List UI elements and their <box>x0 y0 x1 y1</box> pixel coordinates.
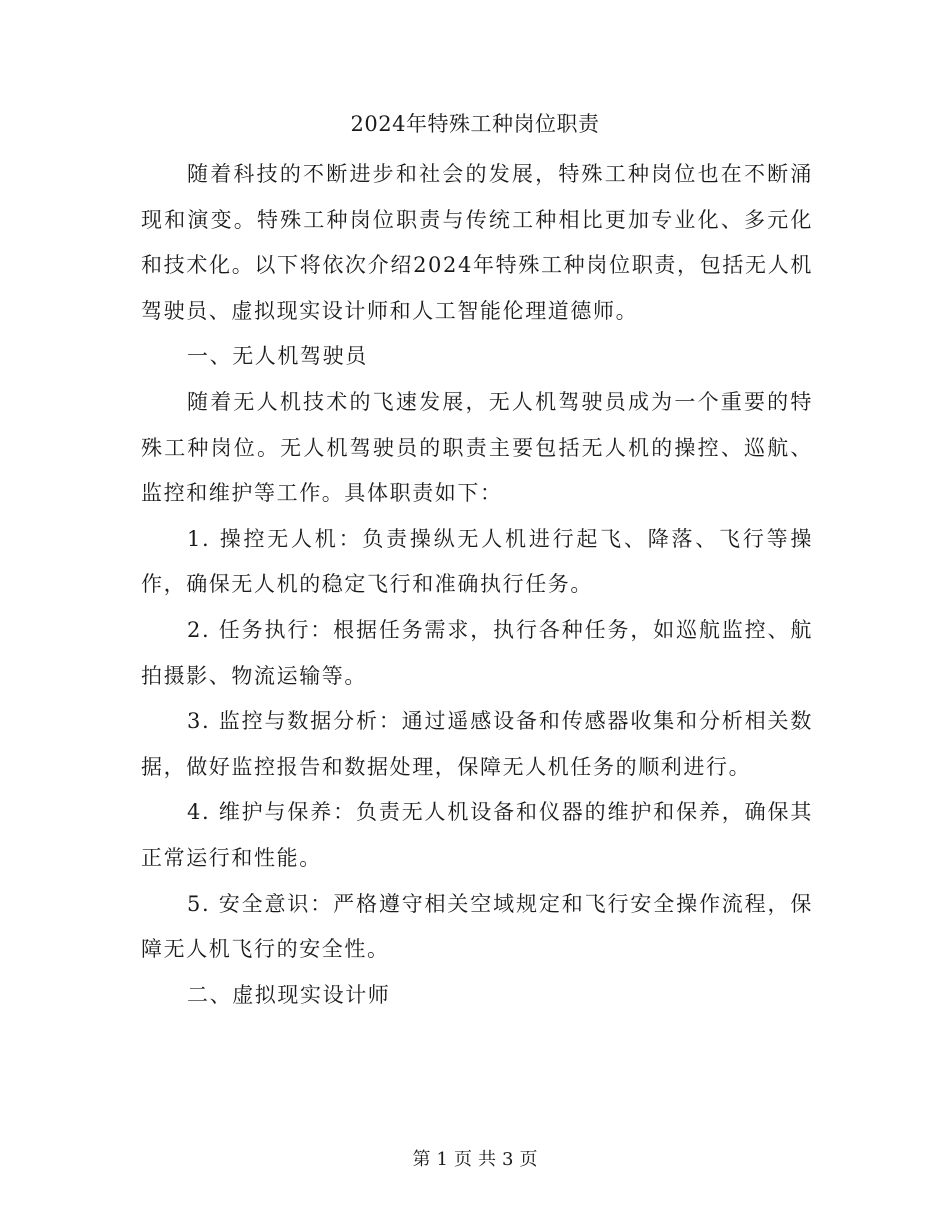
footer-label-page: 第 <box>412 1149 431 1170</box>
duty-item-1: 1. 操控无人机：负责操纵无人机进行起飞、降落、飞行等操作，确保无人机的稳定飞行和准确执行任务。 <box>141 526 813 597</box>
duty-item-4: 4. 维护与保养：负责无人机设备和仪器的维护和保养，确保其正常运行和性能。 <box>141 800 813 870</box>
page-number-footer <box>0 1146 950 1174</box>
footer-total-pages: 3 <box>502 1149 514 1170</box>
footer-current-page: 1 <box>436 1149 448 1170</box>
intro-paragraph: 随着科技的不断进步和社会的发展，特殊工种岗位也在不断涌现和演变。特殊工种岗位职责与传统工种相比更加专业化、多元化和技术化。以下将依次介绍2024年特殊工种岗位职责，包括无人机驾驶员、虚拟现实设计师和人工智能伦理道德师。 <box>141 162 813 323</box>
document-title: 2024年特殊工种岗位职责 <box>350 112 600 136</box>
duty-item-5: 5. 安全意识：严格遵守相关空域规定和飞行安全操作流程，保障无人机飞行的安全性。 <box>141 891 813 962</box>
section-heading-drone-pilot: 一、无人机驾驶员 <box>187 344 368 369</box>
document-body <box>141 152 813 1018</box>
footer-label-total: 共 <box>478 1149 496 1170</box>
footer-label-unit: 页 <box>454 1149 472 1170</box>
duty-item-3: 3. 监控与数据分析：通过遥感设备和传感器收集和分析相关数据，做好监控报告和数据处理，保障无人机任务的顺利进行。 <box>141 709 813 779</box>
duty-item-2: 2. 任务执行：根据任务需求，执行各种任务，如巡航监控、航拍摄影、物流运输等。 <box>141 617 813 688</box>
footer-label-unit-2: 页 <box>519 1149 538 1170</box>
section-heading-vr-designer: 二、虚拟现实设计师 <box>187 982 391 1007</box>
drone-pilot-intro-paragraph: 随着无人机技术的飞速发展，无人机驾驶员成为一个重要的特殊工种岗位。无人机驾驶员的职责主要包括无人机的操控、巡航、监控和维护等工作。具体职责如下： <box>141 389 813 506</box>
